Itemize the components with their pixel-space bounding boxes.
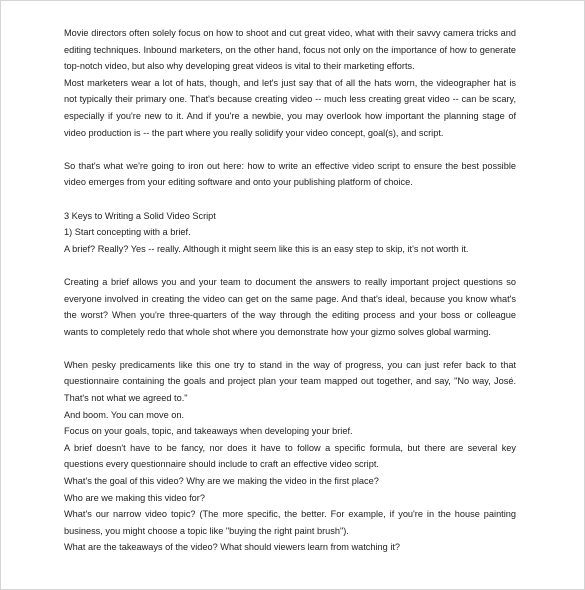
- paragraph-gap: [64, 257, 516, 274]
- question-takeaways: What are the takeaways of the video? What should viewers learn from watching it?: [64, 542, 401, 553]
- paragraph-gap: [64, 191, 516, 208]
- paragraph-creating-brief: Creating a brief allows you and your team to document the answers to really important project questions so everyone involved in creating the video can get on the same page. And that's ideal, because you know what's the worst? When you're three-quarters of the way through the editing process and your boss or colleague wants to completely redo that whole shot where you demonstrate how your gizmo solves global warming.: [64, 276, 516, 337]
- paragraph-gap: [64, 141, 516, 158]
- question-topic: What's our narrow video topic? (The more specific, the better. For example, if you're in the house painting business, you might choose a topic like "buying the right paint brush").: [64, 509, 516, 536]
- document-body: [64, 25, 516, 556]
- paragraph-intro: Movie directors often solely focus on how to shoot and cut great video, what with their savvy camera tricks and editing techniques. Inbound marketers, on the other hand, focus not only on the importance of how to generate top-notch video, but also why developing great videos is vital to their marketing efforts.: [64, 28, 516, 72]
- paragraph-pesky-predicaments: When pesky predicaments like this one try to stand in the way of progress, you can just refer back to that questionnaire containing the goals and project plan your team mapped out together, and say, "No way, José. That's not what we agreed to.": [64, 359, 516, 404]
- subheading-step-1: 1) Start concepting with a brief.: [64, 227, 191, 238]
- question-goal: What's the goal of this video? Why are we making the video in the first place?: [64, 476, 379, 487]
- paragraph-brief-fancy: A brief doesn't have to be fancy, nor does it have to follow a specific formula, but there are several key questions every questionnaire should include to craft an effective video script.: [64, 442, 516, 470]
- paragraph-focus-goals: Focus on your goals, topic, and takeaways when developing your brief.: [64, 426, 353, 437]
- section-heading: 3 Keys to Writing a Solid Video Script: [64, 210, 216, 221]
- paragraph-iron-out: So that's what we're going to iron out here: how to write an effective video script to ensure the best possible video emerges from your editing software and onto your publishing platform of choice.: [64, 160, 516, 188]
- paragraph-marketers-hats: Most marketers wear a lot of hats, though, and let's just say that of all the hats worn, the videographer hat is not typically their primary one. That's because creating video -- much less creating great video -- can be scary, especially if you're new to it. And if you're a newbie, you may overlook how important the planning stage of video production is -- the part where you really solidify your video concept, goal(s), and script.: [64, 77, 516, 138]
- question-audience: Who are we making this video for?: [64, 492, 205, 503]
- paragraph-a-brief: A brief? Really? Yes -- really. Although it might seem like this is an easy step to skip, it's not worth it.: [64, 243, 469, 254]
- paragraph-and-boom: And boom. You can move on.: [64, 409, 185, 420]
- paragraph-gap: [64, 340, 516, 357]
